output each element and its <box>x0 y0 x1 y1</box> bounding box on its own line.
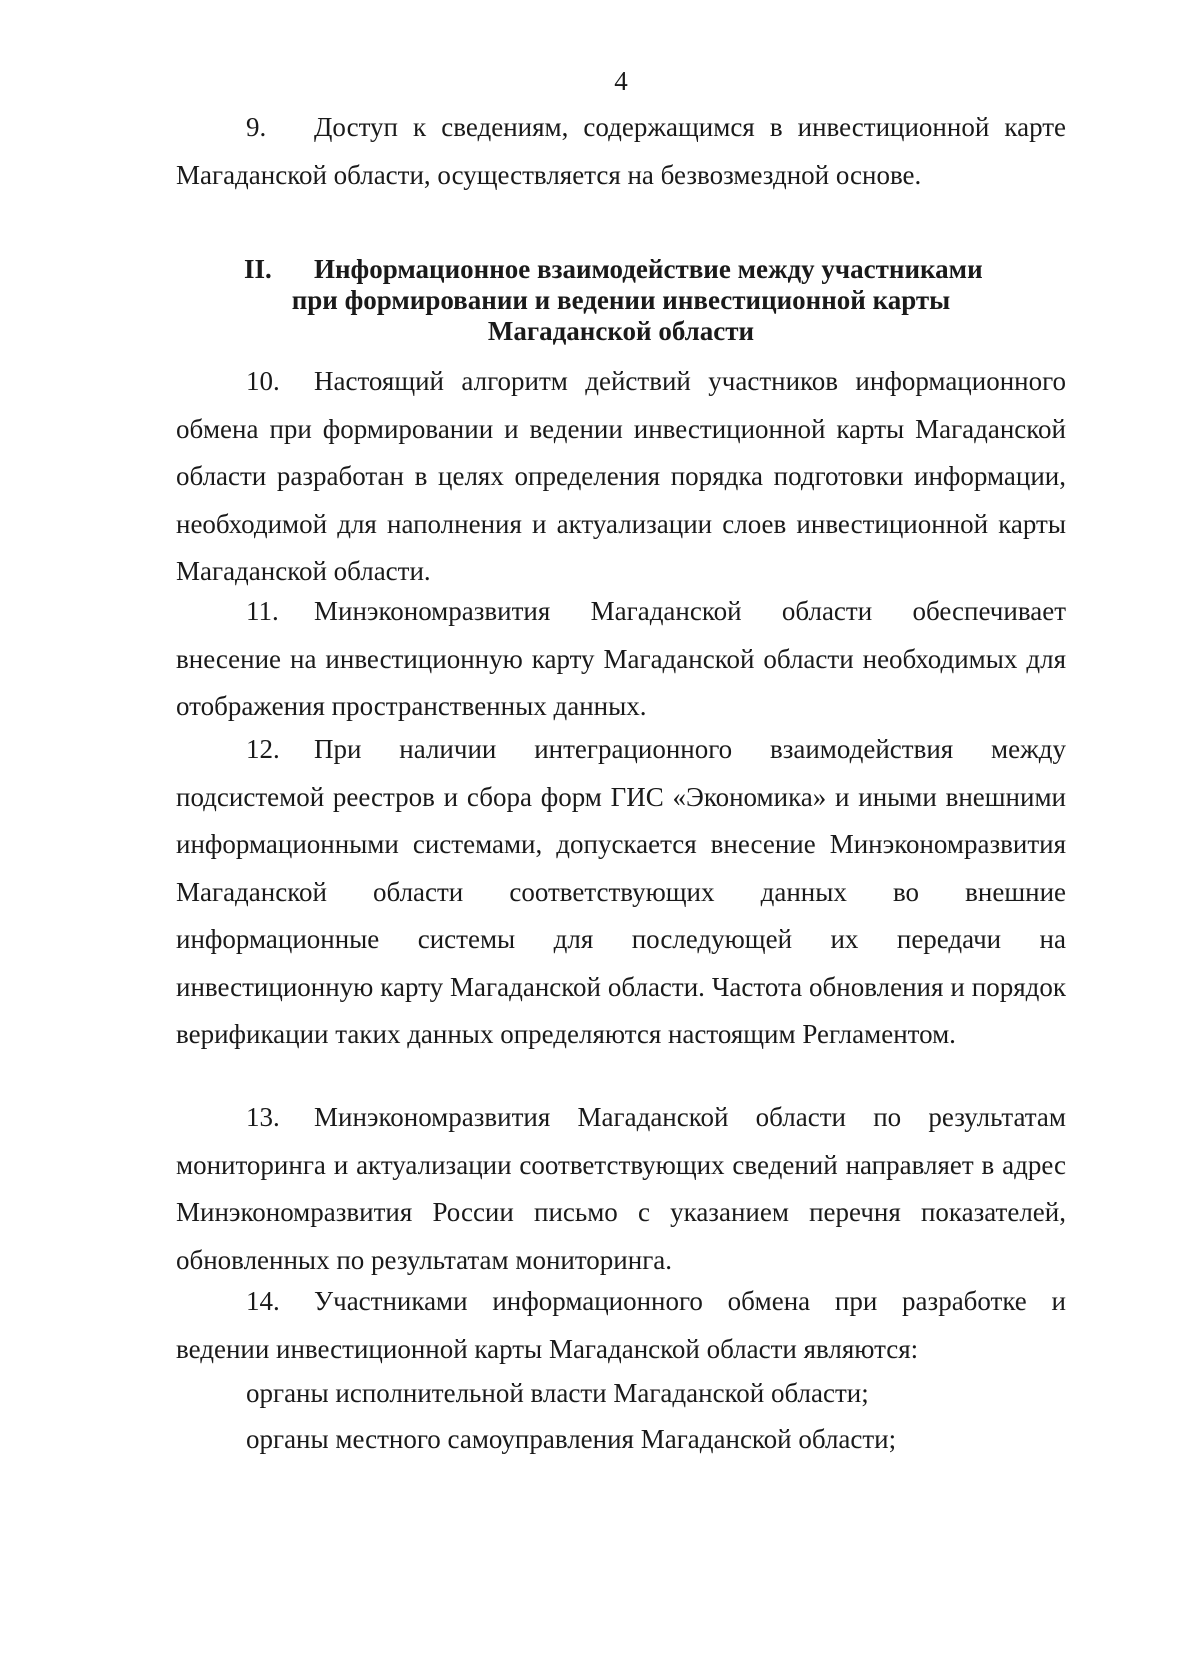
paragraph-text: Доступ к сведениям, содержащимся в инвестиционной карте Магаданской области, осуществляется на безвозмездной основе. <box>176 112 1066 190</box>
paragraph-number: 14. <box>246 1286 280 1316</box>
list-item: органы местного самоуправления Магаданской области; <box>246 1424 897 1454</box>
paragraph-number: 12. <box>246 734 280 764</box>
paragraph-text: Минэкономразвития Магаданской области по результатам мониторинга и актуализации соответствующих сведений направляет в адрес Минэкономразвития России письмо с указанием перечня показателей, обновленных по результатам мониторинга. <box>176 1102 1066 1275</box>
paragraph-14 <box>176 1278 1066 1373</box>
section-title-line-3: Магаданской области <box>487 316 755 346</box>
paragraph-number: 10. <box>246 366 280 396</box>
paragraph-13 <box>176 1094 1066 1284</box>
paragraph-text: Участниками информационного обмена при разработке и ведении инвестиционной карты Магаданской области являются: <box>176 1286 1066 1364</box>
list-item: органы исполнительной власти Магаданской области; <box>246 1378 869 1408</box>
section-number: II. <box>244 254 272 284</box>
paragraph-text: Минэкономразвития Магаданской области обеспечивает внесение на инвестиционную карту Магаданской области необходимых для отображения пространственных данных. <box>176 596 1066 721</box>
paragraph-text: Настоящий алгоритм действий участников информационного обмена при формировании и ведении инвестиционной карты Магаданской области разработан в целях определения порядка подготовки информации, необходимой для наполнения и актуализации слоев инвестиционной карты Магаданской области. <box>176 366 1066 586</box>
paragraph-text: При наличии интеграционного взаимодействия между подсистемой реестров и сбора форм ГИС «Экономика» и иными внешними информационными системами, допускается внесение Минэкономразвития Магаданской области соответствующих данных во внешние информационные системы для последующей их передачи на инвестиционную карту Магаданской области. Частота обновления и порядок верификации таких данных определяются настоящим Регламентом. <box>176 734 1066 1049</box>
paragraph-number: 9. <box>246 112 267 142</box>
paragraph-10 <box>176 358 1066 596</box>
paragraph-12 <box>176 726 1066 1059</box>
section-title-line-1: Информационное взаимодействие между участниками <box>314 254 983 284</box>
page-number: 4 <box>614 66 628 96</box>
paragraph-9 <box>176 104 1066 199</box>
paragraph-number: 13. <box>246 1102 280 1132</box>
section-heading-line-1 <box>176 254 1066 285</box>
paragraph-number: 11. <box>246 596 279 626</box>
paragraph-11 <box>176 588 1066 731</box>
section-heading <box>176 254 1066 347</box>
section-title-line-2: при формировании и ведении инвестиционной карты <box>291 285 951 315</box>
